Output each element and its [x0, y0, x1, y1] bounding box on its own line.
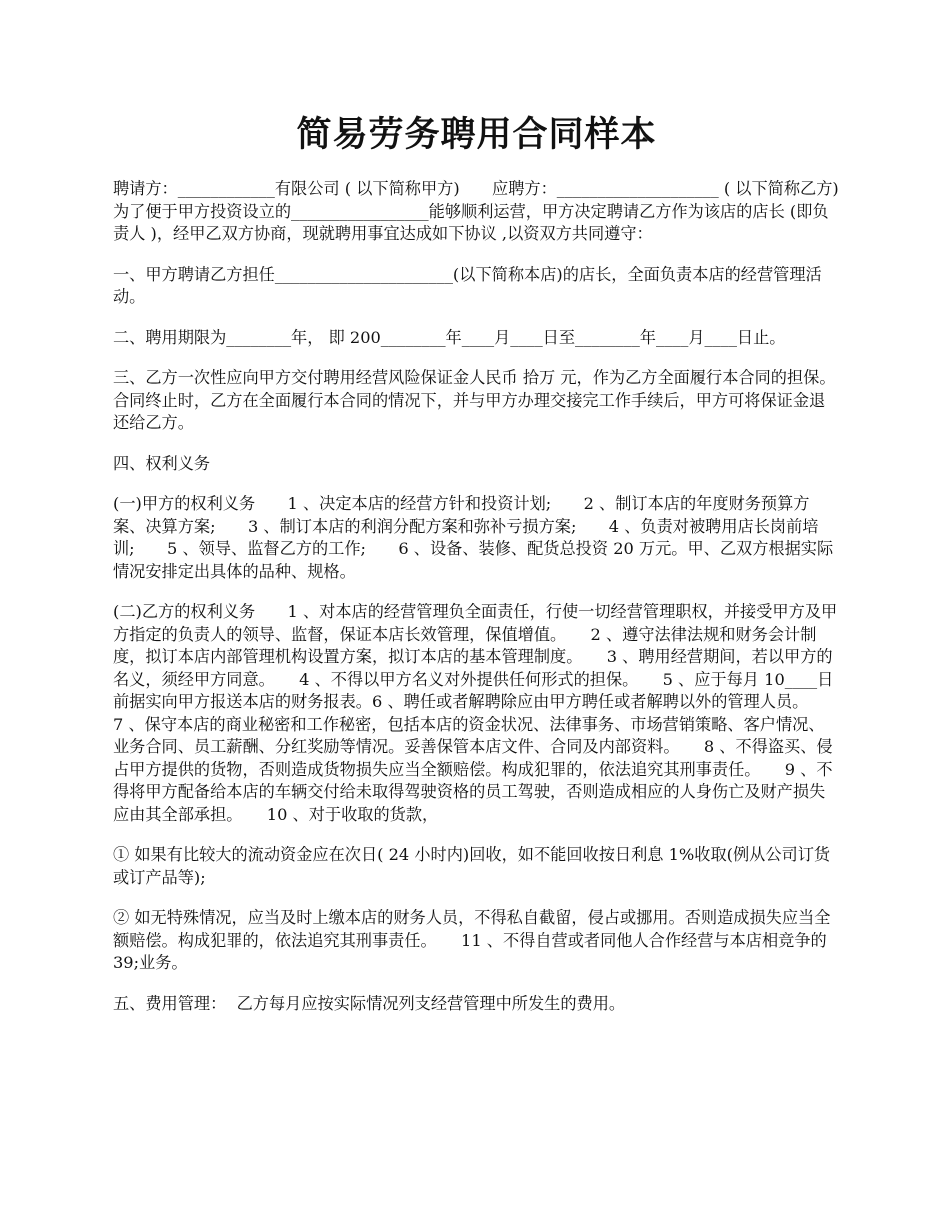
clause-5-paragraph: 五、费用管理： 乙方每月应按实际情况列支经营管理中所发生的费用。 — [113, 993, 626, 1013]
preamble-paragraph: 聘请方：____________有限公司 ( 以下简称甲方) 应聘方：____________________ ( 以下简称乙方) 为了便于甲方投资设立的_________________能够顺利运营，甲方决定聘请乙方作为该店的店长 (即负责人 )，经甲乙双方协商，现就聘用事宜达成如下协议 ,以资双方共同遵守： — [113, 179, 872, 243]
clause-1-paragraph: 一、甲方聘请乙方担任______________________(以下简称本店)的店长，全面负责本店的经营管理活动。 — [113, 264, 822, 306]
clause-3-paragraph: 三、乙方一次性应向甲方交付聘用经营风险保证金人民币 拾万 元，作为乙方全面履行本合同的担保。合同终止时，乙方在全面履行本合同的情况下，并与甲方办理交接完工作手续后，甲方可将保证金退还给乙方。 — [113, 368, 836, 432]
party-b-rights-paragraph: (二)乙方的权利义务 1 、对本店的经营管理负全面责任，行使一切经营管理职权，并接受甲方及甲方指定的负责人的领导、监督，保证本店长效管理，保值增值。 2 、遵守法律法规和财务会计制度，拟订本店内部管理机构设置方案，拟订本店的基本管理制度。 3 、聘用经营期间，若以甲方的名义，须经甲方同意。 4 、不得以甲方名义对外提供任何形式的担保。 5 、应于每月 10____日前据实向甲方报送本店的财务报表。6 、聘任或者解聘除应由甲方聘任或者解聘以外的管理人员。 7 、保守本店的商业秘密和工作秘密，包括本店的资金状况、法律事务、市场营销策略、客户情况、业务合同、员工薪酬、分红奖励等情况。妥善保管本店文件、合同及内部资料。 8 、不得盗买、侵占甲方提供的货物，否则造成货物损失应当全额赔偿。构成犯罪的，依法追究其刑事责任。 9 、不得将甲方配备给本店的车辆交付给未取得驾驶资格的员工驾驶，否则造成相应的人身伤亡及财产损失应由其全部承担。 10 、对于收取的货款， — [113, 602, 838, 824]
document-title: 简易劳务聘用合同样本 — [296, 114, 657, 155]
party-a-rights-paragraph: (一)甲方的权利义务 1 、决定本店的经营方针和投资计划; 2 、制订本店的年度财务预算方案、决算方案; 3 、制订本店的利润分配方案和弥补亏损方案; 4 、负责对被聘用店长岗前培训; 5 、领导、监督乙方的工作; 6 、设备、装修、配货总投资 20 万元。甲、乙双方根据实际情况安排定出具体的品种、规格。 — [113, 494, 834, 581]
clause-2-paragraph: 二、聘用期限为________年， 即 200________年____月____日至________年____月____日止。 — [113, 327, 786, 347]
clause-4-heading: 四、权利义务 — [113, 453, 211, 473]
payment-item-1-paragraph: ① 如果有比较大的流动资金应在次日( 24 小时内)回收，如不能回收按日利息 1%收取(例从公司订货或订产品等); — [113, 845, 831, 887]
payment-item-2-paragraph: ② 如无特殊情况，应当及时上缴本店的财务人员，不得私自截留，侵占或挪用。否则造成损失应当全额赔偿。构成犯罪的，依法追究其刑事责任。 11 、不得自营或者同他人合作经营与本店相竞争的39;业务。 — [113, 908, 831, 972]
